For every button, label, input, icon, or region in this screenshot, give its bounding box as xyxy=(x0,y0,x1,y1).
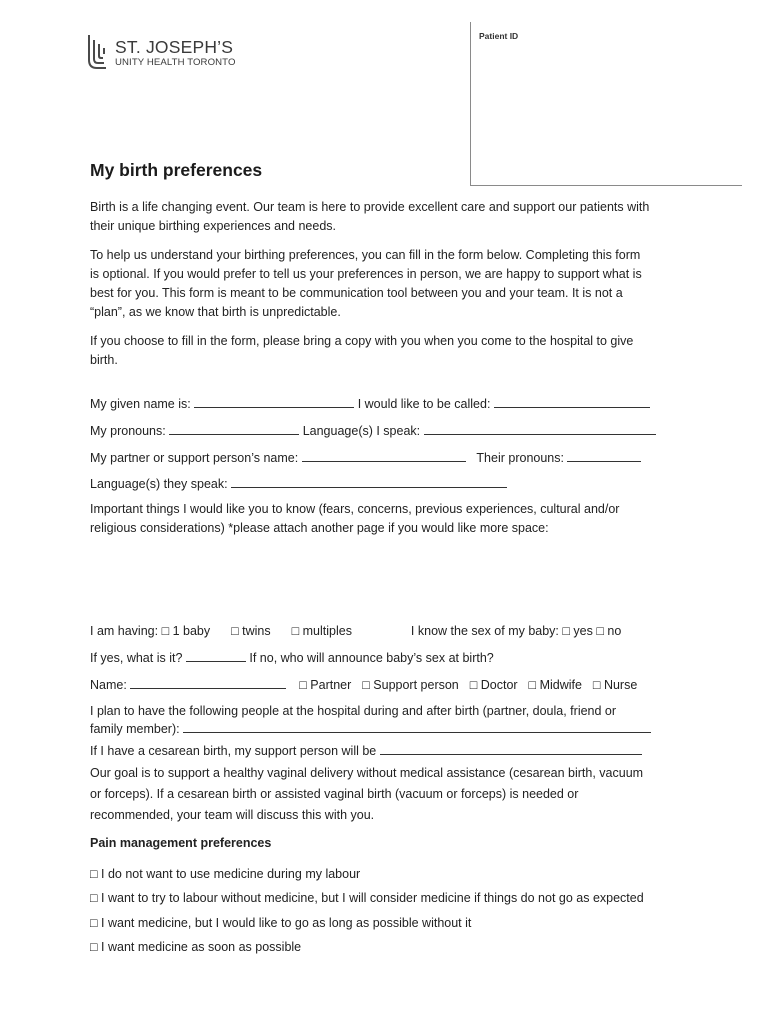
pain-option[interactable]: □ I want medicine as soon as possible xyxy=(90,940,302,954)
given-name-field[interactable] xyxy=(194,395,354,408)
people-label: family member): xyxy=(90,722,180,736)
twins-checkbox[interactable]: □ twins xyxy=(231,624,271,638)
intro-line: their unique birthing experiences and needs. xyxy=(90,219,337,233)
goal-line: Our goal is to support a healthy vaginal delivery without medical assistance (cesarean birth, vacuum xyxy=(90,766,644,780)
support-person-checkbox[interactable]: □ Support person xyxy=(362,678,459,692)
cesarean-row xyxy=(90,742,642,761)
partner-name-label: My partner or support person’s name: xyxy=(90,451,299,465)
their-pronouns-label: Their pronouns: xyxy=(476,451,564,465)
no-checkbox[interactable]: □ no xyxy=(596,624,622,638)
people-row xyxy=(90,720,651,739)
important-notes-area[interactable] xyxy=(90,542,730,612)
cesarean-label: If I have a cesarean birth, my support person will be xyxy=(90,744,377,758)
important-line: religious considerations) *please attach another page if you would like more space: xyxy=(90,521,549,535)
called-label: I would like to be called: xyxy=(357,397,491,411)
nurse-checkbox[interactable]: □ Nurse xyxy=(592,678,638,692)
patient-id-box[interactable] xyxy=(470,22,742,186)
pronouns-label: My pronouns: xyxy=(90,424,166,438)
if-no-label: If no, who will announce baby’s sex at birth? xyxy=(249,651,494,665)
language-field[interactable] xyxy=(424,422,656,435)
pronouns-field[interactable] xyxy=(169,422,299,435)
partner-row xyxy=(90,449,641,468)
having-label: I am having: xyxy=(90,624,159,638)
doctor-checkbox[interactable]: □ Doctor xyxy=(469,678,518,692)
pain-option[interactable]: □ I want medicine, but I would like to go as long as possible without it xyxy=(90,916,472,930)
partner-checkbox[interactable]: □ Partner xyxy=(299,678,352,692)
announcer-name-field[interactable] xyxy=(130,676,286,689)
pain-heading: Pain management preferences xyxy=(90,836,272,850)
page-title: My birth preferences xyxy=(90,160,263,180)
they-speak-field[interactable] xyxy=(231,475,507,488)
if-yes-label: If yes, what is it? xyxy=(90,651,183,665)
they-speak-row xyxy=(90,475,507,494)
intro-line: “plan”, as we know that birth is unpredictable. xyxy=(90,305,341,319)
name-row xyxy=(90,395,650,414)
language-label: Language(s) I speak: xyxy=(302,424,421,438)
patient-id-label: Patient ID xyxy=(479,31,519,41)
logo-name: ST. JOSEPH’S xyxy=(115,37,234,57)
logo-subtitle: UNITY HEALTH TORONTO xyxy=(115,57,236,68)
hospital-logo-mark xyxy=(86,32,110,72)
pronouns-row xyxy=(90,422,656,441)
sex-row xyxy=(90,649,494,668)
multiples-checkbox[interactable]: □ multiples xyxy=(291,624,352,638)
announcer-row xyxy=(90,676,637,695)
goal-line: recommended, your team will discuss this with you. xyxy=(90,808,375,822)
intro-line: birth. xyxy=(90,353,118,367)
called-field[interactable] xyxy=(494,395,650,408)
yes-checkbox[interactable]: □ yes xyxy=(562,624,593,638)
partner-name-field[interactable] xyxy=(302,449,466,462)
people-field[interactable] xyxy=(183,720,651,733)
goal-line: or forceps). If a cesarean birth or assisted vaginal birth (vacuum or forceps) is needed or xyxy=(90,787,579,801)
intro-line: If you choose to fill in the form, please bring a copy with you when you come to the hospital to give xyxy=(90,334,634,348)
midwife-checkbox[interactable]: □ Midwife xyxy=(528,678,582,692)
pain-option[interactable]: □ I want to try to labour without medicine, but I will consider medicine if things do not go as expected xyxy=(90,891,644,905)
intro-line: best for you. This form is meant to be communication tool between you and your team. It is not a xyxy=(90,286,623,300)
having-row xyxy=(90,622,621,641)
hospital-logo xyxy=(86,32,256,72)
cesarean-field[interactable] xyxy=(380,742,642,755)
know-sex-label: I know the sex of my baby: xyxy=(410,624,559,638)
pain-option[interactable]: □ I do not want to use medicine during my labour xyxy=(90,867,361,881)
important-line: Important things I would like you to know (fears, concerns, previous experiences, cultural and/or xyxy=(90,502,620,516)
their-pronouns-field[interactable] xyxy=(567,449,641,462)
one-baby-checkbox[interactable]: □ 1 baby xyxy=(161,624,211,638)
people-line: I plan to have the following people at the hospital during and after birth (partner, doula, friend or xyxy=(90,704,617,718)
intro-line: Birth is a life changing event. Our team is here to provide excellent care and support our patients with xyxy=(90,200,650,214)
given-name-label: My given name is: xyxy=(90,397,191,411)
intro-line: is optional. If you would prefer to tell us your preferences in person, we are happy to support what is xyxy=(90,267,642,281)
intro-line: To help us understand your birthing preferences, you can fill in the form below. Completing this form xyxy=(90,248,641,262)
announcer-name-label: Name: xyxy=(90,678,127,692)
they-speak-label: Language(s) they speak: xyxy=(90,477,228,491)
if-yes-field[interactable] xyxy=(186,649,246,662)
